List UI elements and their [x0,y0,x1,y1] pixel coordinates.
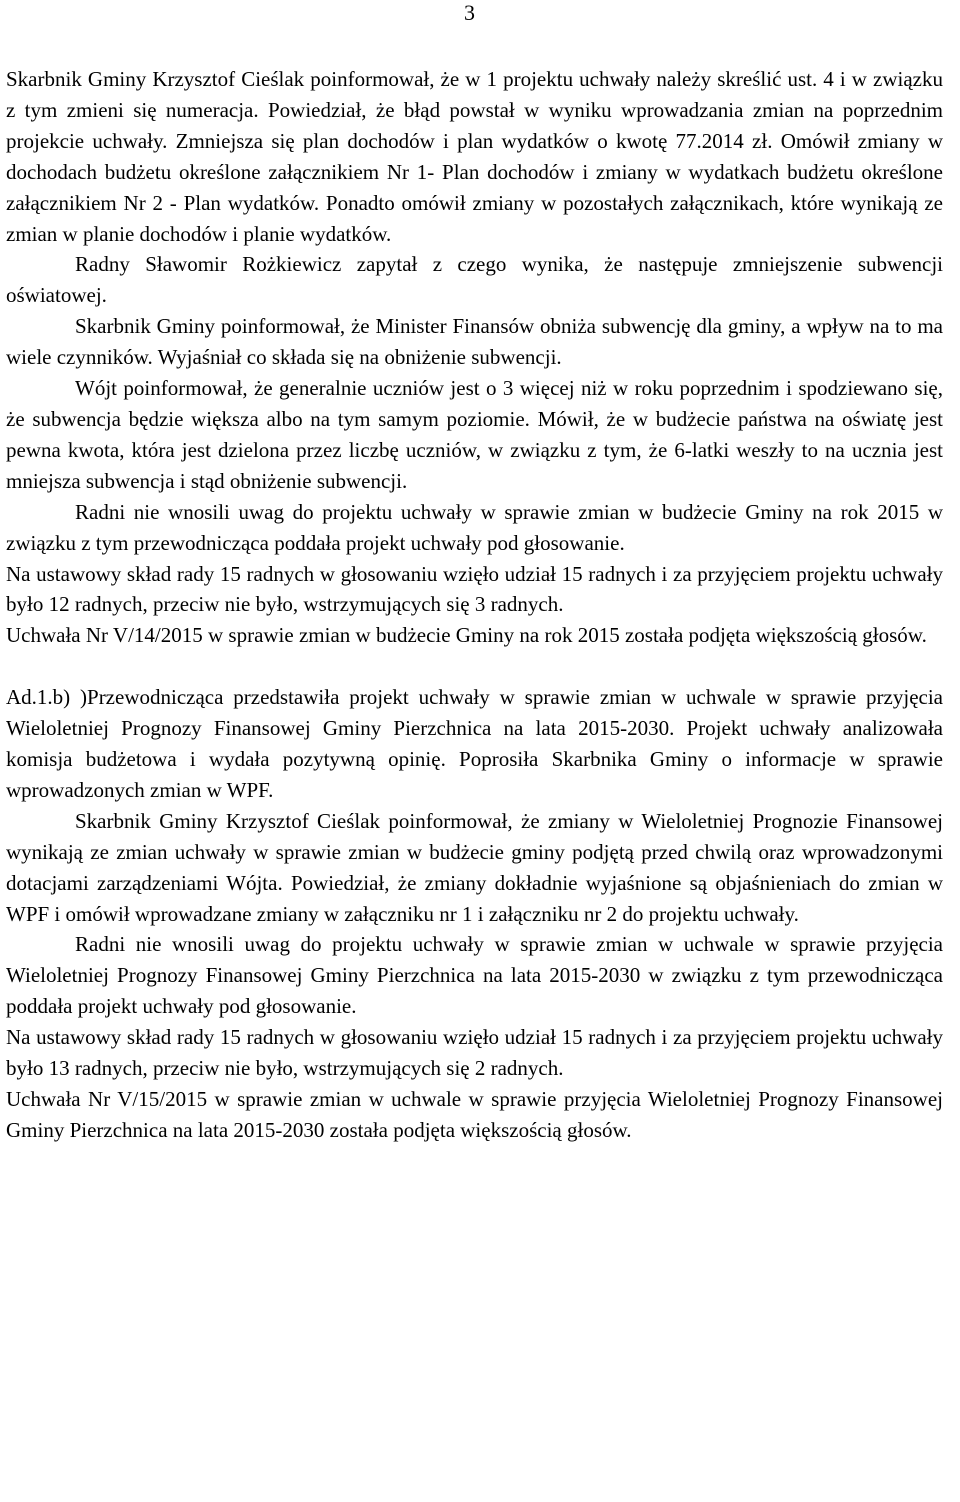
paragraph-resolution-14: Uchwała Nr V/14/2015 w sprawie zmian w budżecie Gminy na rok 2015 została podjęta większością głosów. [6,623,927,648]
paragraph-mayor-statement: Wójt poinformował, że generalnie uczniów jest o 3 więcej niż w roku poprzednim i spodziewano się, że subwencja będzie większa albo na tym samym poziomie. Mówił, że w budżecie państwa na oświatę jest pewna kwota, która jest dzielona przez liczbę uczniów, w związku z tym, że 6-latki weszły to na ucznia jest mniejsza subwencja i stąd obniżenie subwencji. [6,376,943,493]
paragraph-vote-budget: Na ustawowy skład rady 15 radnych w głosowaniu wzięło udział 15 radnych i za przyjęciem projektu uchwały było 12 radnych, przeciw nie było, wstrzymujących się 3 radnych. [6,561,943,617]
paragraph-gap [6,651,943,682]
paragraph-agenda-1b: Ad.1.b) )Przewodnicząca przedstawiła projekt uchwały w sprawie zmian w uchwale w sprawie przyjęcia Wieloletniej Prognozy Finansowej Gminy Pierzchnica na lata 2015-2030. Projekt uchwały analizowała komisja budżetowa i wydała pozytywną opinię. Poprosiła Skarbnika Gminy o informacje w sprawie wprowadzonych zmian w WPF. [6,685,943,802]
paragraph-treasurer-answer: Skarbnik Gminy poinformował, że Minister Finansów obniża subwencję dla gminy, a wpływ na to ma wiele czynników. Wyjaśniał co składa się na obniżenie subwencji. [6,314,943,370]
paragraph-no-remarks-budget: Radni nie wnosili uwag do projektu uchwały w sprawie zmian w budżecie Gminy na rok 2015 w związku z tym przewodnicząca poddała projekt uchwały pod głosowanie. [6,499,943,555]
paragraph-resolution-15: Uchwała Nr V/15/2015 w sprawie zmian w uchwale w sprawie przyjęcia Wieloletniej Prognozy Finansowej Gminy Pierzchnica na lata 2015-2030 została podjęta większością głosów. [6,1087,943,1142]
paragraph-treasurer-wpf: Skarbnik Gminy Krzysztof Cieślak poinformował, że zmiany w Wieloletniej Prognozie Finansowej wynikają ze zmian uchwały w sprawie zmian w budżecie gminy podjętą przed chwilą oraz wprowadzonymi dotacjami zarządzeniami Wójta. Powiedział, że zmiany dokładnie wyjaśnione są objaśnieniach do zmian w WPF i omówił wprowadzane zmiany w załączniku nr 1 i załączniku nr 2 do projektu uchwały. [6,808,943,926]
paragraph-vote-wpf: Na ustawowy skład rady 15 radnych w głosowaniu wzięło udział 15 radnych i za przyjęciem projektu uchwały było 13 radnych, przeciw nie było, wstrzymujących się 2 radnych. [6,1025,943,1081]
document-body [6,64,943,1146]
paragraph-treasurer-report: Skarbnik Gminy Krzysztof Cieślak poinformował, że w 1 projektu uchwały należy skreślić ust. 4 i w związku z tym zmieni się numeracja. Powiedział, że błąd powstał w wyniku wprowadzania zmian na poprzednim projekcie uchwały. Zmniejsza się plan dochodów i plan wydatków o kwotę 77.2014 zł. Omówił zmiany w dochodach budżetu określone załącznikiem Nr 1- Plan dochodów i zmiany w wydatkach budżetu określone załącznikiem Nr 2 - Plan wydatków. Ponadto omówił zmiany w pozostałych załącznikach, które wynikają ze zmian w planie dochodów i planie wydatków. [6,67,943,246]
paragraph-councillor-question: Radny Sławomir Rożkiewicz zapytał z czego wynika, że następuje zmniejszenie subwencji oświatowej. [6,252,943,308]
paragraph-no-remarks-wpf: Radni nie wnosili uwag do projektu uchwały w sprawie zmian w uchwale w sprawie przyjęcia Wieloletniej Prognozy Finansowej Gminy Pierzchnica na lata 2015-2030 w związku z tym przewodnicząca poddała projekt uchwały pod głosowanie. [6,932,943,1019]
page-number: 3 [464,0,475,25]
